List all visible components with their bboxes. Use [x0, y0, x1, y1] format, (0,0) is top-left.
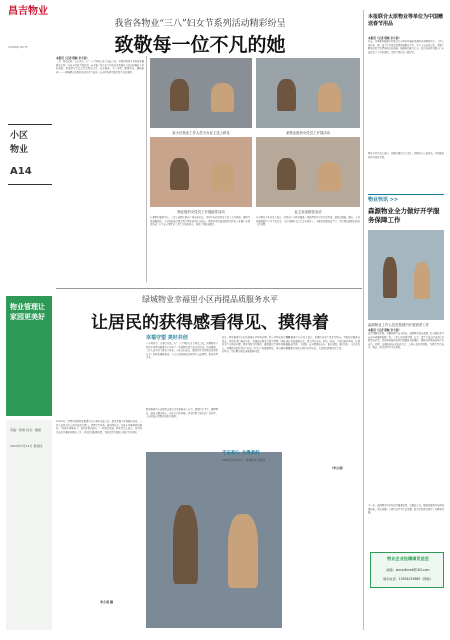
section-label-2: 物业: [10, 145, 29, 155]
top-byline: 本报讯（记者 陈畅 李方羽）: [56, 57, 89, 60]
top-body-col2: 在某物业服务中心，工作人员精心准备了鲜花和礼品，为社区内的女性业主送上节日祝福。现场气氛温馨热烈，大家纷纷表示感受到了物业的用心与贴心。某物业项目部还组织女性员工开展户外踏青活动，让大家在繁忙的工作之余放松身心，增进了团队凝聚力。: [150, 216, 250, 226]
imprint: [6, 420, 52, 630]
photo-4: [256, 137, 360, 207]
top-body-col1: 三月，春意萌动，心有光芒。在“三八”国际妇女节来临之际，各物业服务企业纷纷开展形式多样、内容丰富的主题活动，向辛勤工作在各个岗位的女性致以节日的问候和美好的祝福，用温情与关爱点亮女性的节日。花艺插花、手工制作、健康讲座、趣味游戏……一场场精心策划的活动让业主和员工在欢声笑语中感受到节日的温暖。: [56, 60, 144, 74]
submission-box: [370, 552, 444, 588]
submission-phone: 联系电话：13934155865（陈畅）: [383, 577, 433, 581]
section-label: 小区: [10, 131, 29, 141]
mid-subhead-2: 不忘初心 方得美好: [222, 451, 260, 456]
sidebar-body: 3月11日，呼图壁县某物业服务中心在春季来临之际，组织开展了环境整治活动。工作人员对小区公共区域进行清扫，清理卫生死角，修剪绿化带，提升小区整体环境面貌。“环境干净整洁了，我们住着也舒心。”一位居民说道。物业负责人表示，将坚持常态化开展环境整治工作，持续提升服务质量，为居民营造更加宜居的生活环境。: [56, 420, 142, 434]
watch-byline: 本报讯（记者 陈畅 李方羽）: [368, 329, 401, 332]
mid-body-1b: 物业服务中心还组织志愿者走进独居老人家中，帮助打扫卫生、整理物品，陪老人聊天谈心，送去节日的问候。活动得到了居民的广泛好评，大家纷纷点赞物业的贴心服务。: [146, 408, 218, 418]
watch-body: 新学期即将开始，为确保师生安全返校，森源物业提前部署，扎实做好开学前的各项服务保障工作。工作人员对教学楼、宿舍、食堂等重点区域进行全面清洁消杀，对校园设施设备进行细致排查和维护，确保各项设施设备正常运行。同时，加强校园安全巡查力度，完善应急处置预案，为师生营造安全、整洁、舒适的学习生活环境。: [368, 332, 444, 349]
imprint-editor: 责编：陈畅 校对：魏嘉: [10, 428, 41, 432]
imprint-date: 2024年3月21日 星期四: [10, 444, 43, 448]
mid-subhead-1: 幸福守望 美好共创: [146, 335, 188, 341]
right-body: 日前，由某物业服务企业联合多家单位开展的送温暖活动顺利举行，工作人员将米、面、油等生活用品送到困难群众手中，并与大家亲切交谈，详细了解他们的生活情况和实际困难，鼓励他们树立信心。此次活动共为数十户家庭送去了节日的温暖，受到了居民的一致好评。: [368, 40, 444, 54]
mid-body-1: 一年春作首，万事行为先。在“三八”国际妇女节到来之际，绿城物业幸福里小区物业服务中心举办了一系列精彩纷呈的社区活动。活动现场，工作人员为业主准备了鲜花、小礼品和茶点，邀请社区女性居民共同参与手工制作和趣味游戏，大家在轻松愉快的氛围中交流感情，增进邻里关系。: [146, 342, 218, 359]
sidebar-banner-text: 物业管理让家园更美好: [10, 303, 45, 321]
masthead-logo: 昌吉物业: [8, 6, 48, 17]
right-kicker: 本报联合太原物业等单位为中国赠送春节用品: [368, 14, 444, 27]
mid-body-2: 此外，物业服务中心持续加强小区环境治理，对公共区域进行全面清洁，对绿化进行修剪养护，对楼道杂物进行集中清理。同时，针对业主反映的问题，物业及时进行整改，确保居民生活环境整洁有序。绿城物业始终坚持“以客户为中心”的服务理念，用心倾听业主的声音，切实解决居民急难愁盼问题。: [222, 336, 290, 353]
photo-4-caption: 业主参加插花活动: [294, 210, 322, 214]
submission-email[interactable]: 邮箱：wxxcdhcwt@163.com: [386, 568, 430, 572]
mid-kicker: 绿城物业幸福里小区再提品质服务水平: [142, 295, 278, 304]
photo-1: [150, 58, 252, 128]
mid-photo: [146, 452, 282, 628]
submission-title: 物业企业投稿请发送至: [387, 556, 429, 561]
photo-2-caption: 某物业组织女性员工开展活动: [285, 131, 331, 135]
photo-3: [150, 137, 252, 207]
masthead: [8, 6, 52, 216]
sidebar-author: 李方羽 摄: [100, 600, 114, 604]
section-banner: [368, 194, 444, 202]
photo-2: [256, 58, 360, 128]
mid-title: 让居民的获得感看得见、摸得着: [91, 313, 329, 333]
page-number: A14: [10, 166, 32, 177]
top-body-col3: 多家物业企业负责人表示，女性员工在物业服务一线发挥着不可替代的作用，她们以细致、耐心、专业的服务赢得了业主的认可。今后将继续关心关爱女性员工，为她们搭建成长平台，营造更加温暖和谐的工作氛围。: [256, 216, 360, 226]
top-title: 致敬每一位不凡的她: [114, 34, 286, 56]
photo-1-caption: 某小区物业工作人员为女业主送上鲜花: [172, 131, 230, 135]
watch-photo: [368, 230, 444, 320]
watch-title: 森源物业全力做好开学服务保障工作: [368, 207, 440, 224]
top-kicker: 我省各物业“三八”妇女节系列活动精彩纷呈: [114, 19, 286, 29]
photo-3-caption: 物业组织女性员工开展踏青活动: [177, 210, 225, 214]
mid-body-3: 物业服务中心负责人表示，将继续以业主需求为导向，不断提升服务品质，创新服务方式，努力打造安全、舒适、和谐、美好的居住环境，让居民的获得感、幸福感、安全感更加充实、更有保障、更可持续。今后还将开展更多形式多样的社区活动，丰富居民精神文化生活。: [286, 336, 360, 350]
mid-author: （李方羽）: [330, 466, 346, 470]
masthead-small: CHANGJI WUYE: [8, 46, 28, 49]
watch-photo-caption: 森源物业工作人员在校园内开展消杀工作: [368, 323, 430, 327]
right-byline: 本报讯（记者 陈畅 李方羽）: [368, 37, 401, 40]
mid-date: 2024年3月21日，绿城物业全面谈: [222, 458, 266, 462]
sidebar-banner: [6, 296, 52, 416]
right-body-2: 物业企业负责人表示，将继续履行社会责任，积极参与公益活动，为构建和谐社区贡献力量。: [368, 152, 444, 159]
section-banner-label: 物业快讯 >>: [368, 197, 399, 203]
watch-body-2: 下一步，森源物业将持续提升服务质量，以更加专业、细致的服务为校园保驾护航，切实保障广大师生的学习生活需要，助力学校教育教学工作顺利开展。: [368, 504, 444, 514]
